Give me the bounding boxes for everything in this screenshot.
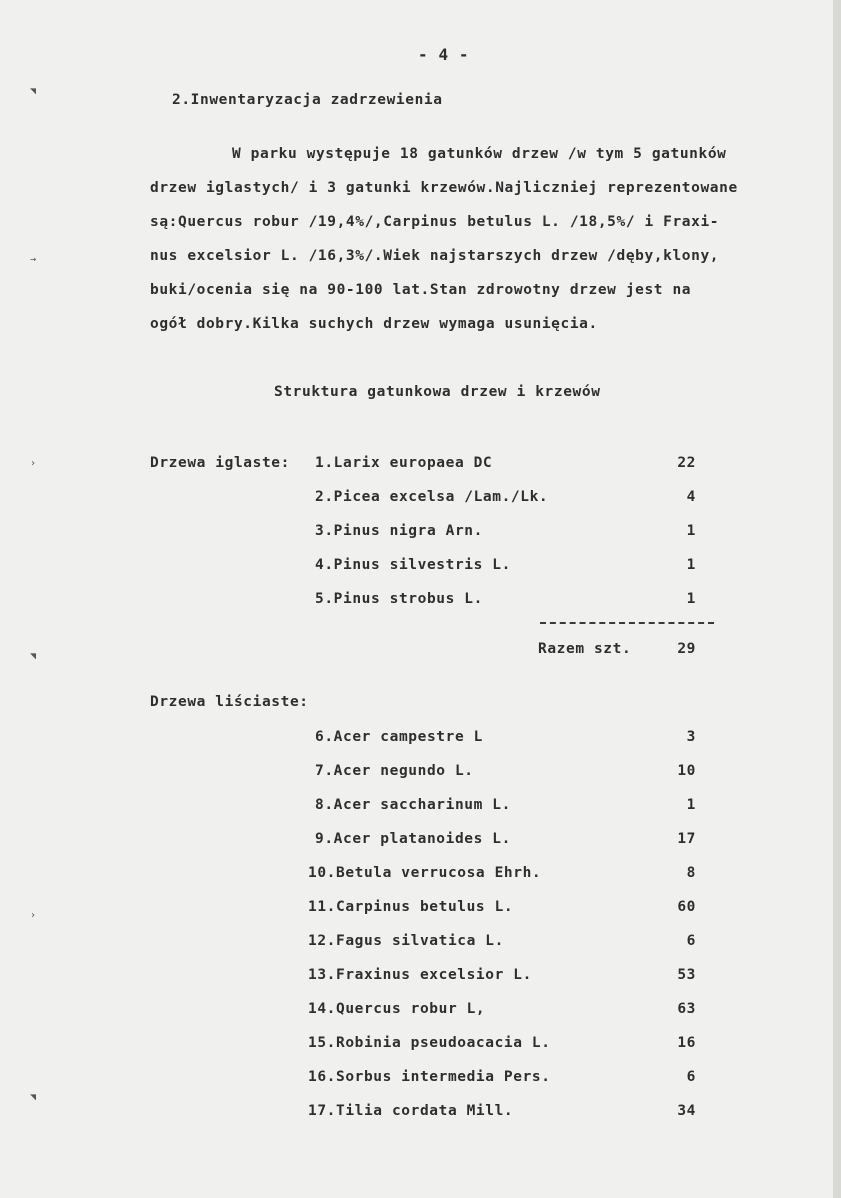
page-number: - 4 - (418, 45, 470, 64)
section-heading: 2.Inwentaryzacja zadrzewienia (172, 92, 443, 108)
species-count: 8 (686, 865, 696, 881)
sum-rule (540, 622, 714, 624)
total-label: Razem szt. (538, 641, 632, 657)
species-name: 11.Carpinus betulus L. (308, 899, 514, 915)
binder-mark-icon: ◥ (30, 86, 37, 97)
species-name: 3.Pinus nigra Arn. (315, 523, 483, 539)
species-count: 4 (686, 489, 696, 505)
species-name: 4.Pinus silvestris L. (315, 557, 511, 573)
species-count: 3 (686, 729, 696, 745)
total-value: 29 (677, 641, 696, 657)
binder-mark-icon: ◥ (30, 651, 37, 662)
species-count: 34 (677, 1103, 696, 1119)
species-name: 2.Picea excelsa /Lam./Lk. (315, 489, 549, 505)
conifers-label: Drzewa iglaste: (150, 455, 290, 471)
species-name: 8.Acer saccharinum L. (315, 797, 511, 813)
binder-mark-icon: › (30, 458, 37, 469)
species-count: 63 (677, 1001, 696, 1017)
paragraph-line: są:Quercus robur /19,4%/,Carpinus betulus L. /18,5%/ i Fraxi- (150, 214, 720, 230)
species-count: 16 (677, 1035, 696, 1051)
species-count: 1 (686, 591, 696, 607)
species-name: 15.Robinia pseudoacacia L. (308, 1035, 551, 1051)
species-count: 6 (686, 1069, 696, 1085)
species-name: 12.Fagus silvatica L. (308, 933, 504, 949)
paragraph-line: W parku występuje 18 gatunków drzew /w tym 5 gatunków (232, 146, 727, 162)
table-title: Struktura gatunkowa drzew i krzewów (274, 384, 601, 400)
species-count: 1 (686, 523, 696, 539)
deciduous-label: Drzewa liściaste: (150, 694, 309, 710)
species-name: 10.Betula verrucosa Ehrh. (308, 865, 542, 881)
species-count: 1 (686, 797, 696, 813)
species-count: 17 (677, 831, 696, 847)
paragraph-line: buki/ocenia się na 90-100 lat.Stan zdrowotny drzew jest na (150, 282, 692, 298)
species-name: 16.Sorbus intermedia Pers. (308, 1069, 551, 1085)
species-count: 10 (677, 763, 696, 779)
species-name: 7.Acer negundo L. (315, 763, 474, 779)
species-count: 22 (677, 455, 696, 471)
species-name: 1.Larix europaea DC (315, 455, 493, 471)
binder-mark-icon: › (30, 910, 37, 921)
binder-mark-icon: ◥ (30, 1092, 37, 1103)
species-count: 1 (686, 557, 696, 573)
binder-mark-icon: → (30, 254, 37, 265)
paragraph-line: drzew iglastych/ i 3 gatunki krzewów.Najliczniej reprezentowane (150, 180, 738, 196)
species-name: 17.Tilia cordata Mill. (308, 1103, 514, 1119)
species-name: 9.Acer platanoides L. (315, 831, 511, 847)
paragraph-line: ogół dobry.Kilka suchych drzew wymaga usunięcia. (150, 316, 598, 332)
species-count: 6 (686, 933, 696, 949)
species-name: 13.Fraxinus excelsior L. (308, 967, 532, 983)
species-count: 60 (677, 899, 696, 915)
species-count: 53 (677, 967, 696, 983)
species-name: 6.Acer campestre L (315, 729, 483, 745)
paragraph-line: nus excelsior L. /16,3%/.Wiek najstarszych drzew /dęby,klony, (150, 248, 720, 264)
species-name: 5.Pinus strobus L. (315, 591, 483, 607)
species-name: 14.Quercus robur L, (308, 1001, 486, 1017)
